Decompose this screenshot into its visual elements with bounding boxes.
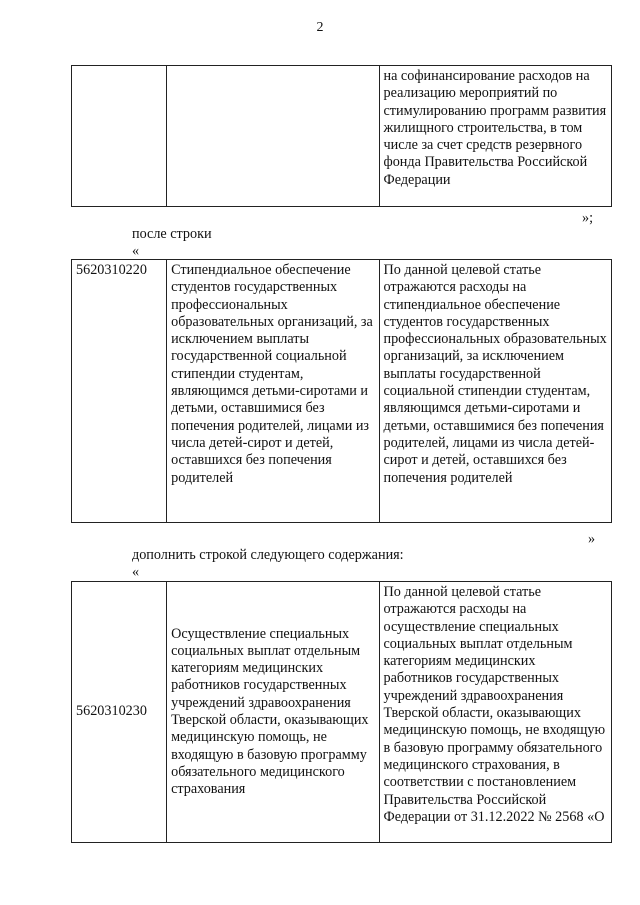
name-cell: Осуществление специальных социальных выплат отдельным категориям медицинских работников государственных учреждений здравоохранения Тверской области, оказывающих медицинскую помощь, не входящую в базовую программу обязательного медицинского страхования (167, 582, 379, 843)
closing-quote: »; (582, 210, 594, 226)
add-line-label: дополнить строкой следующего содержания: (132, 547, 404, 563)
table-row (72, 582, 612, 843)
opening-quote: « (132, 564, 140, 580)
description-cell: на софинансирование расходов на реализацию мероприятий по стимулированию программ развития жилищного строительства, в том числе за счет средств резервного фонда Правительства Российской Федерации (379, 66, 612, 207)
opening-quote: « (132, 243, 140, 259)
code-cell: 5620310220 (72, 260, 167, 523)
table-new-row (71, 581, 612, 843)
name-cell: Стипендиальное обеспечение студентов государственных профессиональных образовательных организаций, за исключением выплаты государственной социальной стипендии студентам, являющимся детьми-сиротами и детьми, оставшимися без попечения родителей, лицами из числа детей-сирот и детей, оставшихся без попечения родителей (167, 260, 379, 523)
table-row (72, 66, 612, 207)
table-row (72, 260, 612, 523)
after-line-label: после строки (132, 226, 212, 242)
description-cell: По данной целевой статье отражаются расходы на стипендиальное обеспечение студентов государственных профессиональных образовательных организаций, за исключением выплаты государственной социальной стипендии студентам, являющимся детьми-сиротами и детьми, оставшимися без попечения родителей, лицами из числа детей-сирот и детей, оставшихся без попечения родителей (379, 260, 612, 523)
table-continuation (71, 65, 612, 207)
page-number: 2 (316, 20, 324, 35)
name-cell (167, 66, 379, 207)
table-existing-row (71, 259, 612, 523)
closing-quote: » (588, 531, 596, 547)
code-cell (72, 66, 167, 207)
code-cell: 5620310230 (72, 582, 167, 843)
description-cell: По данной целевой статье отражаются расходы на осуществление специальных социальных выплат отдельным категориям медицинских работников государственных учреждений здравоохранения Тверской области, оказывающих медицинскую помощь, не входящую в базовую программу обязательного медицинского страхования, в соответствии с постановлением Правительства Российской Федерации от 31.12.2022 № 2568 «О (379, 582, 612, 843)
